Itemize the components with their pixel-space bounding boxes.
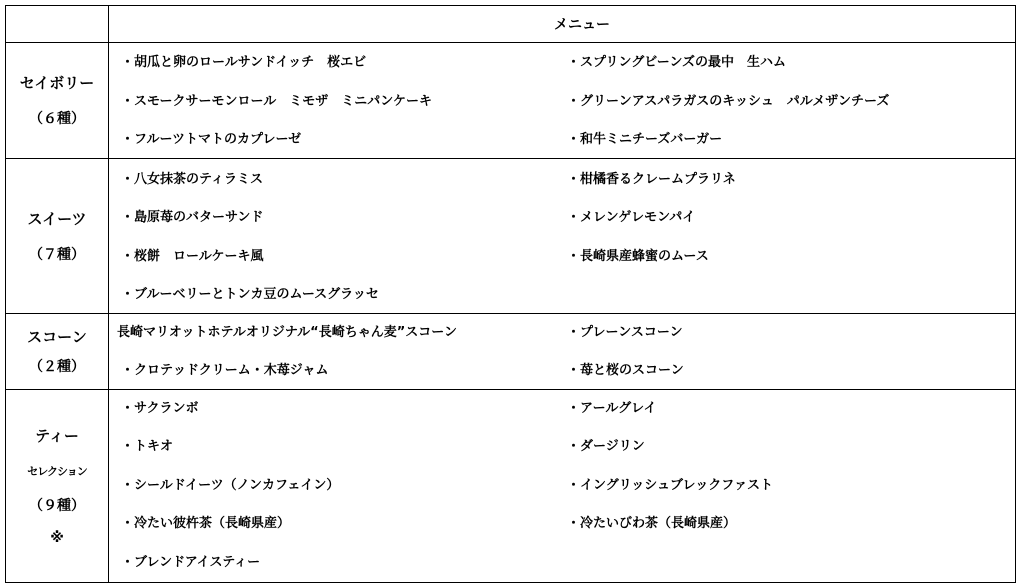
category-cell-tea — [6, 389, 109, 582]
section-row-scone — [6, 313, 1016, 389]
header-empty-cell — [6, 6, 109, 43]
category-cell-sweets — [6, 158, 109, 313]
menu-item: ・アールグレイ — [567, 400, 657, 416]
items-left-column — [121, 390, 339, 583]
category-count: （６種） — [29, 111, 85, 128]
items-left-column — [121, 44, 432, 160]
category-count: （７種） — [29, 246, 85, 263]
menu-item: ・冷たいびわ茶（長崎県産） — [567, 516, 737, 532]
section-row-savory — [6, 43, 1016, 159]
menu-item: ・八女抹茶のティラミス — [121, 171, 263, 187]
menu-item: ・島原苺のバターサンド — [121, 210, 264, 226]
menu-item: ・イングリッシュブレックファスト — [567, 477, 774, 493]
items-cell-tea — [109, 389, 1016, 582]
menu-item: ・ダージリン — [567, 439, 645, 455]
items-right-column — [567, 161, 736, 277]
items-right-column — [567, 390, 773, 544]
category-note: ※ — [50, 529, 64, 546]
category-name: スイーツ — [27, 209, 87, 228]
items-left-column — [121, 161, 379, 315]
category-name: セイボリー — [19, 74, 95, 93]
header-row — [6, 6, 1016, 43]
category-cell-savory — [6, 43, 109, 159]
menu-item: ・苺と桜のスコーン — [567, 363, 684, 379]
menu-item: ・プレーンスコーン — [567, 324, 683, 340]
menu-item: ・ブレンドアイスティー — [121, 554, 261, 570]
category-name: ティー — [35, 426, 79, 445]
menu-item: ・シールドイーツ（ノンカフェイン） — [121, 477, 340, 493]
menu-item: ・桜餅 ロールケーキ風 — [121, 248, 264, 264]
menu-item: ・サクランボ — [121, 400, 199, 416]
menu-item: ・柑橘香るクレームプラリネ — [567, 171, 736, 187]
category-count: （２種） — [29, 359, 85, 376]
category-name: スコーン — [27, 328, 87, 347]
category-subname: セレクション — [27, 464, 87, 478]
menu-item: ・和牛ミニチーズバーガー — [567, 132, 723, 148]
menu-item: ・クロテッドクリーム・木苺ジャム — [121, 363, 329, 379]
menu-item: 長崎マリオットホテルオリジナル“長崎ちゃん麦”スコーン — [117, 324, 458, 340]
menu-item: ・メレンゲレモンパイ — [567, 210, 696, 226]
items-cell-savory — [109, 43, 1016, 159]
category-cell-scone — [6, 313, 109, 389]
section-row-sweets — [6, 158, 1016, 313]
menu-item: ・フルーツトマトのカプレーゼ — [121, 132, 302, 148]
menu-item: ・トキオ — [121, 439, 174, 455]
menu-table — [5, 5, 1016, 583]
menu-item: ・グリーンアスパラガスのキッシュ パルメザンチーズ — [567, 93, 890, 109]
items-cell-sweets — [109, 158, 1016, 313]
menu-item: ・ブルーベリーとトンカ豆のムースグラッセ — [121, 287, 379, 303]
category-count: （９種） — [29, 497, 85, 514]
menu-header: メニュー — [109, 6, 1016, 43]
menu-item: ・冷たい彼杵茶（長崎県産） — [121, 516, 291, 532]
items-left-column — [117, 314, 457, 391]
menu-item: ・胡瓜と卵のロールサンドイッチ 桜エビ — [121, 55, 367, 71]
items-right-column — [567, 314, 684, 391]
section-row-tea — [6, 389, 1016, 582]
menu-item: ・スプリングビーンズの最中 生ハム — [567, 55, 787, 71]
menu-item: ・スモークサーモンロール ミモザ ミニパンケーキ — [121, 93, 432, 109]
menu-item: ・長崎県産蜂蜜のムース — [567, 248, 709, 264]
items-cell-scone — [109, 313, 1016, 389]
items-right-column — [567, 44, 889, 160]
